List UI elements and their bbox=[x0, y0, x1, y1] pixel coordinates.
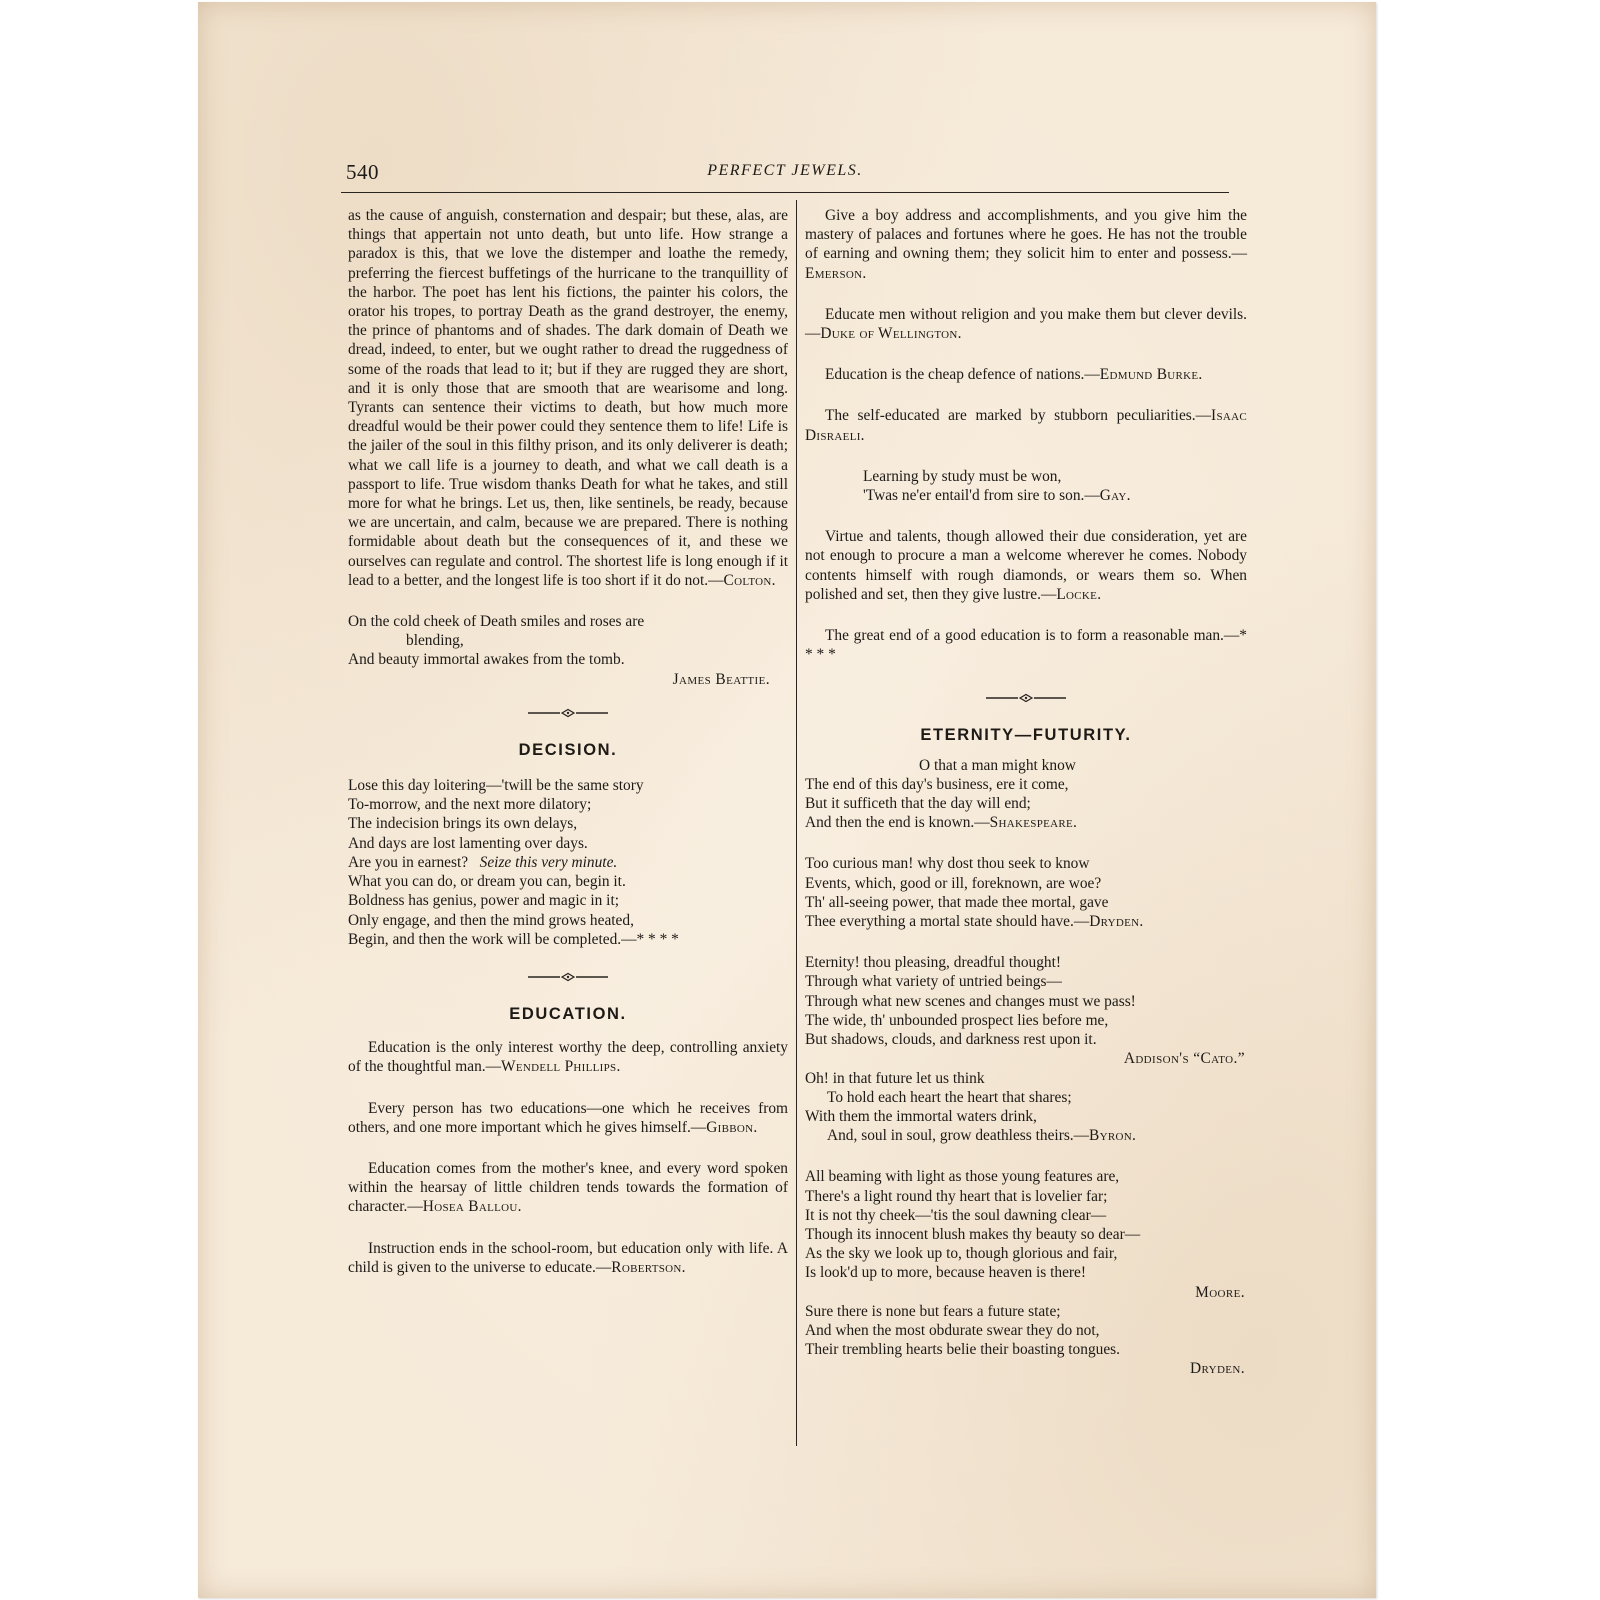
dryden-attribution-2: Dryden. bbox=[1189, 1360, 1245, 1378]
verse-line: Oh! in that future let us think bbox=[805, 1069, 985, 1087]
quote-text: Education comes from the mother's knee, and every word spoken within the hearsay of little children tends towards the formation of character.— bbox=[348, 1159, 788, 1216]
quote-text: The self-educated are marked by stubborn peculiarities.— bbox=[825, 407, 1212, 425]
verse-line bbox=[805, 486, 1247, 505]
verse-line: Events, which, good or ill, foreknown, are woe? bbox=[805, 874, 1102, 892]
wellington-quote bbox=[805, 305, 1247, 343]
running-title: PERFECT JEWELS. bbox=[707, 162, 863, 179]
verse-text: Thee everything a mortal state should have.— bbox=[805, 913, 1090, 931]
verse-line: As the sky we look up to, though glorious and fair, bbox=[805, 1245, 1118, 1263]
anon-quote: The great end of a good education is to form a reasonable man.—* * * * bbox=[805, 627, 1247, 664]
verse-line: It is not thy cheek—'tis the soul dawning clear— bbox=[805, 1206, 1107, 1224]
verse-line: Eternity! thou pleasing, dreadful thought! bbox=[805, 954, 1062, 972]
quote-text: Virtue and talents, though allowed their due consideration, yet are not enough to procure a man a welcome wherever he comes. Nobody contents himself with rough diamonds, or wears them so. When polished and set, then they give lustre.— bbox=[805, 528, 1247, 603]
verse-line: Is look'd up to more, because heaven is there! bbox=[805, 1264, 1086, 1282]
robertson-quote bbox=[348, 1239, 788, 1277]
verse-line: The wide, th' unbounded prospect lies before me, bbox=[805, 1011, 1109, 1029]
verse-text: And then the end is known.— bbox=[805, 814, 990, 832]
verse-line: Though its innocent blush makes thy beauty so dear— bbox=[805, 1225, 1141, 1243]
verse-line: Through what variety of untried beings— bbox=[805, 973, 1062, 991]
dryden-verse-1 bbox=[805, 854, 1247, 931]
verse-text: And, soul in soul, grow deathless theirs.— bbox=[827, 1127, 1090, 1145]
colton-attribution: Colton. bbox=[723, 571, 776, 589]
quote-text: Educate men without religion and you make them but clever devils.— bbox=[805, 305, 1247, 343]
decision-heading: DECISION. bbox=[518, 740, 618, 759]
verse-line: On the cold cheek of Death smiles and roses are bbox=[348, 613, 645, 631]
cato-verse bbox=[805, 953, 1247, 1068]
verse-line bbox=[805, 1126, 1247, 1145]
quote-text: Education is the cheap defence of nations.— bbox=[825, 366, 1100, 384]
byron-verse bbox=[805, 1069, 1247, 1146]
verse-line: Only engage, and then the mind grows heated, bbox=[348, 911, 634, 929]
verse-line: And beauty immortal awakes from the tomb. bbox=[348, 651, 625, 669]
verse-text: Are you in earnest? bbox=[348, 853, 469, 871]
emerson-attribution: Emerson. bbox=[805, 264, 867, 282]
verse-line: Begin, and then the work will be completed.—* * * * bbox=[348, 930, 679, 948]
education-heading: EDUCATION. bbox=[509, 1004, 627, 1023]
verse-line: And days are lost lamenting over days. bbox=[348, 834, 588, 852]
verse-line: To hold each heart the heart that shares; bbox=[827, 1088, 1072, 1106]
robertson-attribution: Robertson. bbox=[611, 1258, 686, 1276]
burke-quote bbox=[805, 365, 1247, 384]
beattie-verse bbox=[348, 612, 788, 689]
verse-line: With them the immortal waters drink, bbox=[805, 1107, 1037, 1125]
verse-line: What you can do, or dream you can, begin it. bbox=[348, 873, 626, 891]
moore-verse bbox=[805, 1167, 1247, 1301]
verse-line: The end of this day's business, ere it come, bbox=[805, 775, 1069, 793]
byron-attribution: Byron. bbox=[1089, 1127, 1137, 1145]
dryden-verse-2 bbox=[805, 1302, 1247, 1379]
decision-verse bbox=[348, 776, 788, 949]
verse-line: Boldness has genius, power and magic in it; bbox=[348, 892, 620, 910]
section-ornament bbox=[805, 688, 1247, 708]
page-number: 540 bbox=[346, 160, 379, 184]
gibbon-attribution: Gibbon. bbox=[706, 1118, 758, 1136]
verse-line: To-morrow, and the next more dilatory; bbox=[348, 796, 592, 814]
verse-line: Sure there is none but fears a future state; bbox=[805, 1302, 1061, 1320]
verse-line: But shadows, clouds, and darkness rest upon it. bbox=[805, 1031, 1097, 1049]
verse-line bbox=[805, 912, 1247, 931]
shakespeare-verse bbox=[805, 756, 1247, 833]
verse-line: Th' all-seeing power, that made thee mortal, gave bbox=[805, 893, 1109, 911]
disraeli-quote bbox=[805, 406, 1247, 444]
verse-line: Too curious man! why dost thou seek to know bbox=[805, 855, 1090, 873]
verse-line: All beaming with light as those young features are, bbox=[805, 1168, 1120, 1186]
dryden-attribution: Dryden. bbox=[1089, 913, 1144, 931]
locke-quote bbox=[805, 527, 1247, 604]
verse-line: O that a man might know bbox=[919, 756, 1076, 774]
verse-line: The indecision brings its own delays, bbox=[348, 815, 578, 833]
verse-line: There's a light round thy heart that is lovelier far; bbox=[805, 1187, 1108, 1205]
beattie-attribution: James Beattie. bbox=[672, 670, 770, 688]
quote-text: Education is the only interest worthy the deep, controlling anxiety of the thoughtful man.— bbox=[348, 1039, 788, 1076]
verse-line: Their trembling hearts belie their boasting tongues. bbox=[805, 1341, 1120, 1359]
phillips-attribution: Wendell Phillips. bbox=[501, 1058, 621, 1076]
eternity-heading: ETERNITY—FUTURITY. bbox=[920, 726, 1132, 745]
phillips-quote bbox=[348, 1038, 788, 1076]
disraeli-attribution: Isaac Disraeli. bbox=[805, 407, 1247, 444]
section-ornament bbox=[348, 967, 788, 987]
cato-attribution: Addison's “Cato.” bbox=[1123, 1050, 1245, 1068]
verse-line: blending, bbox=[406, 632, 464, 650]
header-rule bbox=[341, 192, 1229, 193]
wellington-attribution: Duke of Wellington. bbox=[820, 325, 962, 343]
verse-line: And when the most obdurate swear they do not, bbox=[805, 1321, 1100, 1339]
emerson-quote bbox=[805, 206, 1247, 283]
right-column bbox=[805, 206, 1247, 1379]
ballou-quote bbox=[348, 1159, 788, 1217]
quote-text: Instruction ends in the school-room, but education only with life. A child is given to the universe to educate.— bbox=[348, 1239, 788, 1276]
verse-line bbox=[805, 813, 1247, 832]
column-divider bbox=[796, 200, 797, 1446]
verse-line: Lose this day loitering—'twill be the same story bbox=[348, 777, 644, 795]
shakespeare-attribution: Shakespeare. bbox=[989, 814, 1078, 832]
gibbon-quote bbox=[348, 1099, 788, 1137]
colton-paragraph bbox=[348, 206, 788, 590]
moore-attribution: Moore. bbox=[1195, 1283, 1245, 1301]
ballou-attribution: Hosea Ballou. bbox=[422, 1198, 522, 1216]
decision-emphasis: Seize this very minute. bbox=[479, 853, 618, 871]
gay-verse bbox=[805, 467, 1247, 505]
burke-attribution: Edmund Burke. bbox=[1099, 366, 1203, 384]
verse-line bbox=[348, 853, 788, 872]
verse-text: 'Twas ne'er entail'd from sire to son.— bbox=[863, 487, 1100, 505]
verse-line: But it sufficeth that the day will end; bbox=[805, 795, 1031, 813]
quote-text: Every person has two educations—one which he receives from others, and one more important which he gives himself.— bbox=[348, 1099, 788, 1136]
left-column bbox=[348, 206, 788, 1277]
locke-attribution: Locke. bbox=[1056, 585, 1102, 603]
quote-text: Give a boy address and accomplishments, and you give him the mastery of palaces and fortunes where he goes. He has not the trouble of earning and owning them; they solicit him to enter and possess.— bbox=[805, 207, 1247, 263]
gay-attribution: Gay. bbox=[1099, 487, 1131, 505]
verse-line: Through what new scenes and changes must we pass! bbox=[805, 992, 1136, 1010]
verse-line: Learning by study must be won, bbox=[863, 467, 1062, 485]
colton-text: as the cause of anguish, consternation and despair; but these, alas, are things that appertain not unto death, but unto life. How strange a paradox is this, that we love the distemper and loathe the remedy, preferring the fiercest buffetings of the hurricane to the tranquillity of the harbor. The poet has lent his fictions, the painter his colors, the orator his tropes, to portray Death as the grand destroyer, the enemy, the prince of phantoms and of shades. The dark domain of Death we dread, indeed, to enter, but we ought rather to dread the ruggedness of some of the roads that lead to it; but if they are rugged they are short, and it is only those that are smooth that are wearisome and long. Tyrants can sentence their victims to death, but how much more dreadful would be their power could they sentence them to life! Life is the jailer of the soul in this filthy prison, and its only deliverer is death; what we call life is a journey to death, and what we call death is a passport to life. True wisdom thanks Death for what he takes, and still more for what he brings. Let us, then, like sentinels, be ready, because we are uncertain, and calm, because we are prepared. There is nothing formidable about death but the consequences of it, and these we ourselves can regulate and control. The shortest life is long enough if it lead to a better, and the longest life is too short if it do not.— bbox=[348, 207, 788, 589]
section-ornament bbox=[348, 703, 788, 723]
